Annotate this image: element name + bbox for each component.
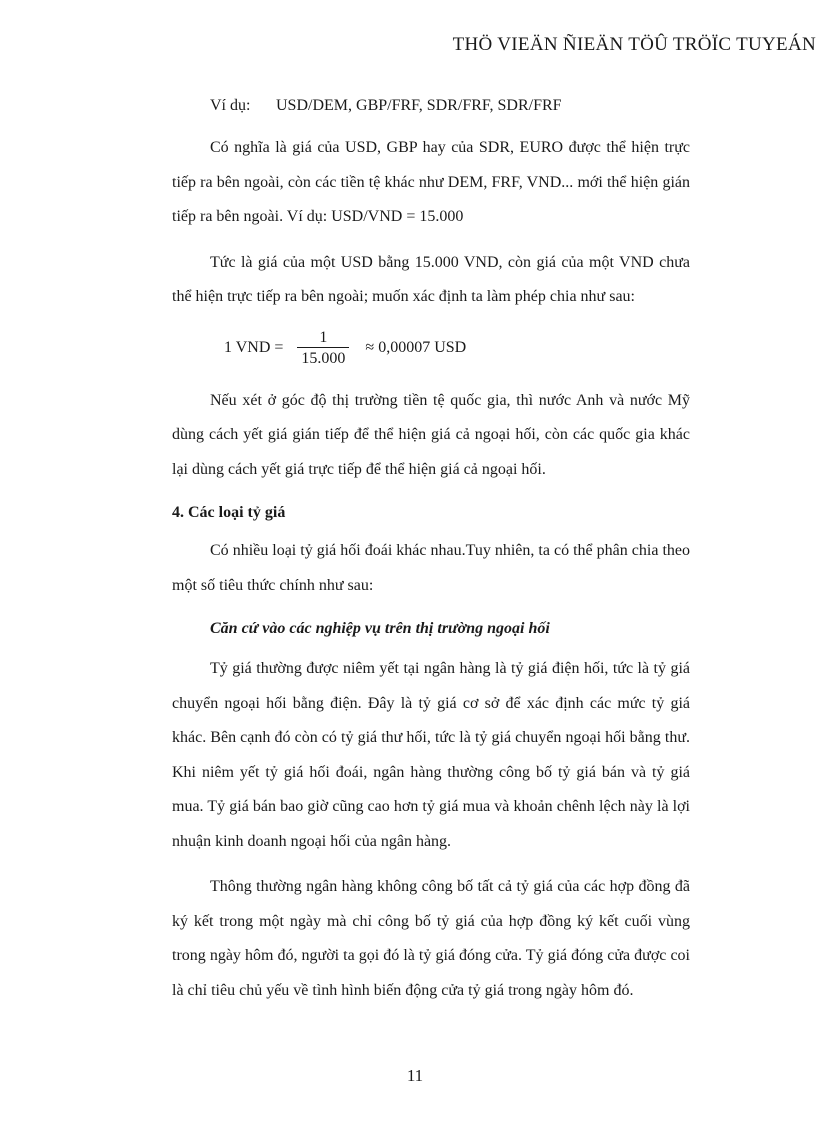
subsection-heading: Căn cứ vào các nghiệp vụ trên thị trường ngoại hối bbox=[210, 620, 550, 637]
section-heading: 4. Các loại tỷ giá bbox=[172, 504, 286, 521]
formula-lhs: 1 VND = bbox=[224, 338, 284, 356]
fraction-numerator: 1 bbox=[319, 328, 328, 346]
fraction-denominator: 15.000 bbox=[297, 347, 349, 368]
paragraph: Nếu xét ở góc độ thị trường tiền tệ quốc gia, thì nước Anh và nước Mỹ dùng cách yết giá gián tiếp để thể hiện giá cả ngoại hối, còn các quốc gia khác lại dùng cách yết giá trực tiếp để thể hiện giá cả ngoại hối. bbox=[172, 391, 690, 478]
paragraph: Có nghĩa là giá của USD, GBP hay của SDR, EURO được thể hiện trực tiếp ra bên ngoài, còn các tiền tệ khác như DEM, FRF, VND... mới thể hiện gián tiếp ra bên ngoài. Ví dụ: USD/VND = 15.000 bbox=[172, 139, 690, 225]
example-label: Ví dụ: bbox=[210, 97, 251, 114]
page-header: THÖ VIEÄN ÑIEÄN TÖÛ TRÖÏC TUYEÁN bbox=[452, 34, 816, 55]
paragraph: Tức là giá của một USD bằng 15.000 VND, còn giá của một VND chưa thể hiện trực tiếp ra bên ngoài; muốn xác định ta làm phép chia như sau: bbox=[172, 253, 690, 305]
example-line bbox=[210, 92, 690, 120]
paragraph: Có nhiều loại tỷ giá hối đoái khác nhau.Tuy nhiên, ta có thể phân chia theo một số tiêu thức chính như sau: bbox=[172, 542, 690, 594]
formula-rhs: ≈ 0,00007 USD bbox=[365, 338, 467, 356]
fraction bbox=[297, 328, 349, 368]
paragraph: Tỷ giá thường được niêm yết tại ngân hàng là tỷ giá điện hối, tức là tỷ giá chuyển ngoại hối bằng điện. Đây là tỷ giá cơ sở để xác định các mức tỷ giá khác. Bên cạnh đó còn có tỷ giá thư hối, tức là tỷ giá chuyển ngoại hối bằng thư. Khi niêm yết tỷ giá hối đoái, ngân hàng thường công bố tỷ giá bán và tỷ giá mua. Tỷ giá bán bao giờ cũng cao hơn tỷ giá mua và khoản chênh lệch này là lợi nhuận kinh doanh ngoại hối của ngân hàng. bbox=[172, 660, 690, 850]
paragraph: Thông thường ngân hàng không công bố tất cả tỷ giá của các hợp đồng đã ký kết trong một ngày mà chỉ công bố tỷ giá của hợp đồng ký kết cuối vùng trong ngày hôm đó, người ta gọi đó là tỷ giá đóng cửa. Tỷ giá đóng cửa được coi là chỉ tiêu chủ yếu về tình hình biến động cửa tỷ giá trong ngày hôm đó. bbox=[172, 878, 690, 999]
document-body bbox=[172, 92, 690, 1019]
example-text: USD/DEM, GBP/FRF, SDR/FRF, SDR/FRF bbox=[276, 97, 562, 114]
page-number: 11 bbox=[406, 1066, 424, 1085]
division-formula bbox=[224, 326, 690, 370]
